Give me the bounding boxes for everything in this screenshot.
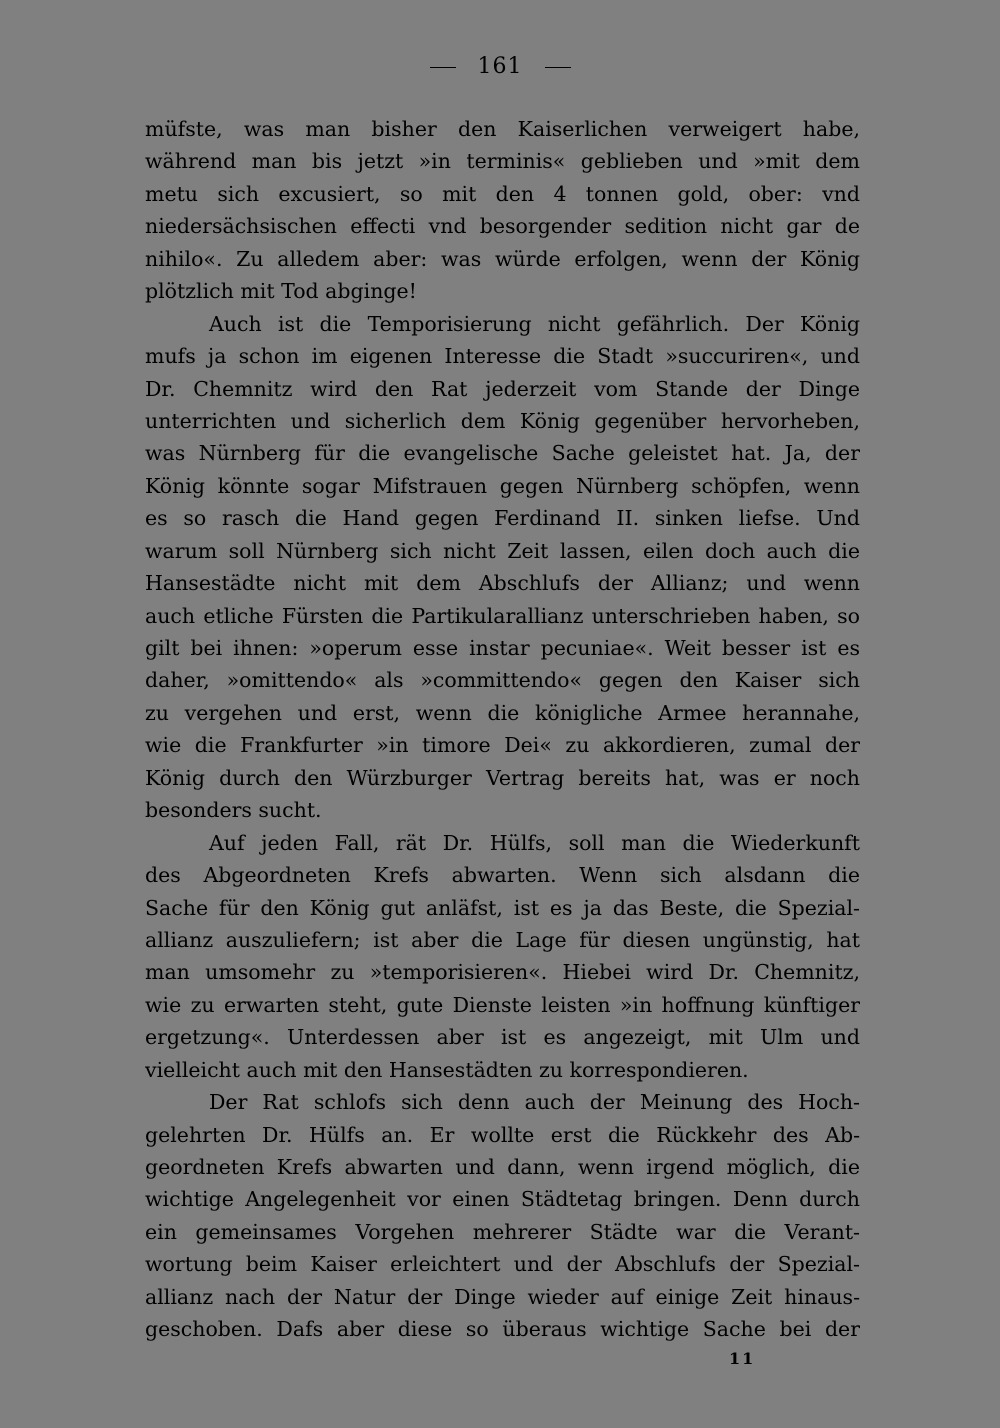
text-line: gilt bei ihnen: »operum esse instar pecuniae«. Weit besser ist es xyxy=(145,636,860,660)
text-line: Der Rat schlofs sich denn auch der Meinung des Hoch- xyxy=(209,1090,860,1115)
text-line: wie zu erwarten steht, gute Dienste leisten »in hoffnung künftiger xyxy=(145,992,860,1017)
text-line: allianz nach der Natur der Dinge wieder auf einige Zeit hinaus- xyxy=(145,1284,860,1309)
text-line: Auf jeden Fall, rät Dr. Hülfs, soll man die Wiederkunft xyxy=(209,830,860,855)
text-line: ergetzung«. Unterdessen aber ist es angezeigt, mit Ulm und xyxy=(145,1025,860,1050)
text-line: unterrichten und sicherlich dem König gegenüber hervorheben, xyxy=(145,408,860,433)
text-line: mufs ja schon im eigenen Interesse die Stadt »succuriren«, und xyxy=(145,344,860,369)
text-line: ein gemeinsames Vorgehen mehrerer Städte war die Verant- xyxy=(145,1219,860,1244)
text-line: zu vergehen und erst, wenn die königliche Armee herannahe, xyxy=(145,700,860,725)
signature-mark: 11 xyxy=(729,1349,756,1368)
text-line: daher, »omittendo« als »committendo« gegen den Kaiser sich xyxy=(145,668,860,693)
text-line: es so rasch die Hand gegen Ferdinand II. sinken liefse. Und xyxy=(145,506,860,531)
text-line: müfste, was man bisher den Kaiserlichen verweigert habe, xyxy=(145,117,860,141)
header-dash-left xyxy=(430,67,456,68)
text-line: metu sich excusiert, so mit den 4 tonnen gold, ober: vnd xyxy=(145,181,860,206)
text-line: König könnte sogar Mifstrauen gegen Nürnberg schöpfen, wenn xyxy=(145,473,860,498)
text-line: wortung beim Kaiser erleichtert und der Abschlufs der Spezial- xyxy=(145,1252,860,1277)
text-line: man umsomehr zu »temporisieren«. Hiebei wird Dr. Chemnitz, xyxy=(145,960,860,985)
text-line: geordneten Krefs abwarten und dann, wenn irgend möglich, die xyxy=(145,1155,860,1179)
text-line: vielleicht auch mit den Hansestädten zu korrespondieren. xyxy=(145,1057,749,1082)
text-line: Dr. Chemnitz wird den Rat jederzeit vom Stande der Dinge xyxy=(145,376,860,401)
text-line: niedersächsischen effecti vnd besorgender sedition nicht gar de xyxy=(145,214,860,239)
text-line: allianz auszuliefern; ist aber die Lage für diesen ungünstig, hat xyxy=(145,927,860,952)
text-line: Hansestädte nicht mit dem Abschlufs der Allianz; und wenn xyxy=(145,571,860,596)
text-line: warum soll Nürnberg sich nicht Zeit lassen, eilen doch auch die xyxy=(145,538,860,563)
text-line: besonders sucht. xyxy=(145,798,322,823)
text-line: Sache für den König gut anläfst, ist es ja das Beste, die Spezial- xyxy=(145,895,860,920)
text-line: wie die Frankfurter »in timore Dei« zu akkordieren, zumal der xyxy=(145,733,860,758)
text-line: was Nürnberg für die evangelische Sache geleistet hat. Ja, der xyxy=(145,441,860,466)
text-line: König durch den Würzburger Vertrag bereits hat, was er noch xyxy=(145,765,860,790)
text-line: nihilo«. Zu alledem aber: was würde erfolgen, wenn der König xyxy=(145,246,860,271)
text-line: wichtige Angelegenheit vor einen Städtetag bringen. Denn durch xyxy=(145,1187,860,1212)
text-line: während man bis jetzt »in terminis« geblieben und »mit dem xyxy=(145,149,860,174)
page-header xyxy=(0,54,1000,79)
text-line: geschoben. Dafs aber diese so überaus wichtige Sache bei der xyxy=(145,1317,860,1342)
body-text xyxy=(145,113,860,1346)
text-line: Auch ist die Temporisierung nicht gefährlich. Der König xyxy=(209,311,860,336)
text-line: plötzlich mit Tod abginge! xyxy=(145,279,417,304)
text-line: des Abgeordneten Krefs abwarten. Wenn sich alsdann die xyxy=(145,863,860,888)
text-line: auch etliche Fürsten die Partikularallianz unterschrieben haben, so xyxy=(145,603,860,628)
text-line: gelehrten Dr. Hülfs an. Er wollte erst die Rückkehr des Ab- xyxy=(145,1122,860,1147)
header-dash-right xyxy=(545,67,571,68)
page-number: 161 xyxy=(477,54,523,79)
